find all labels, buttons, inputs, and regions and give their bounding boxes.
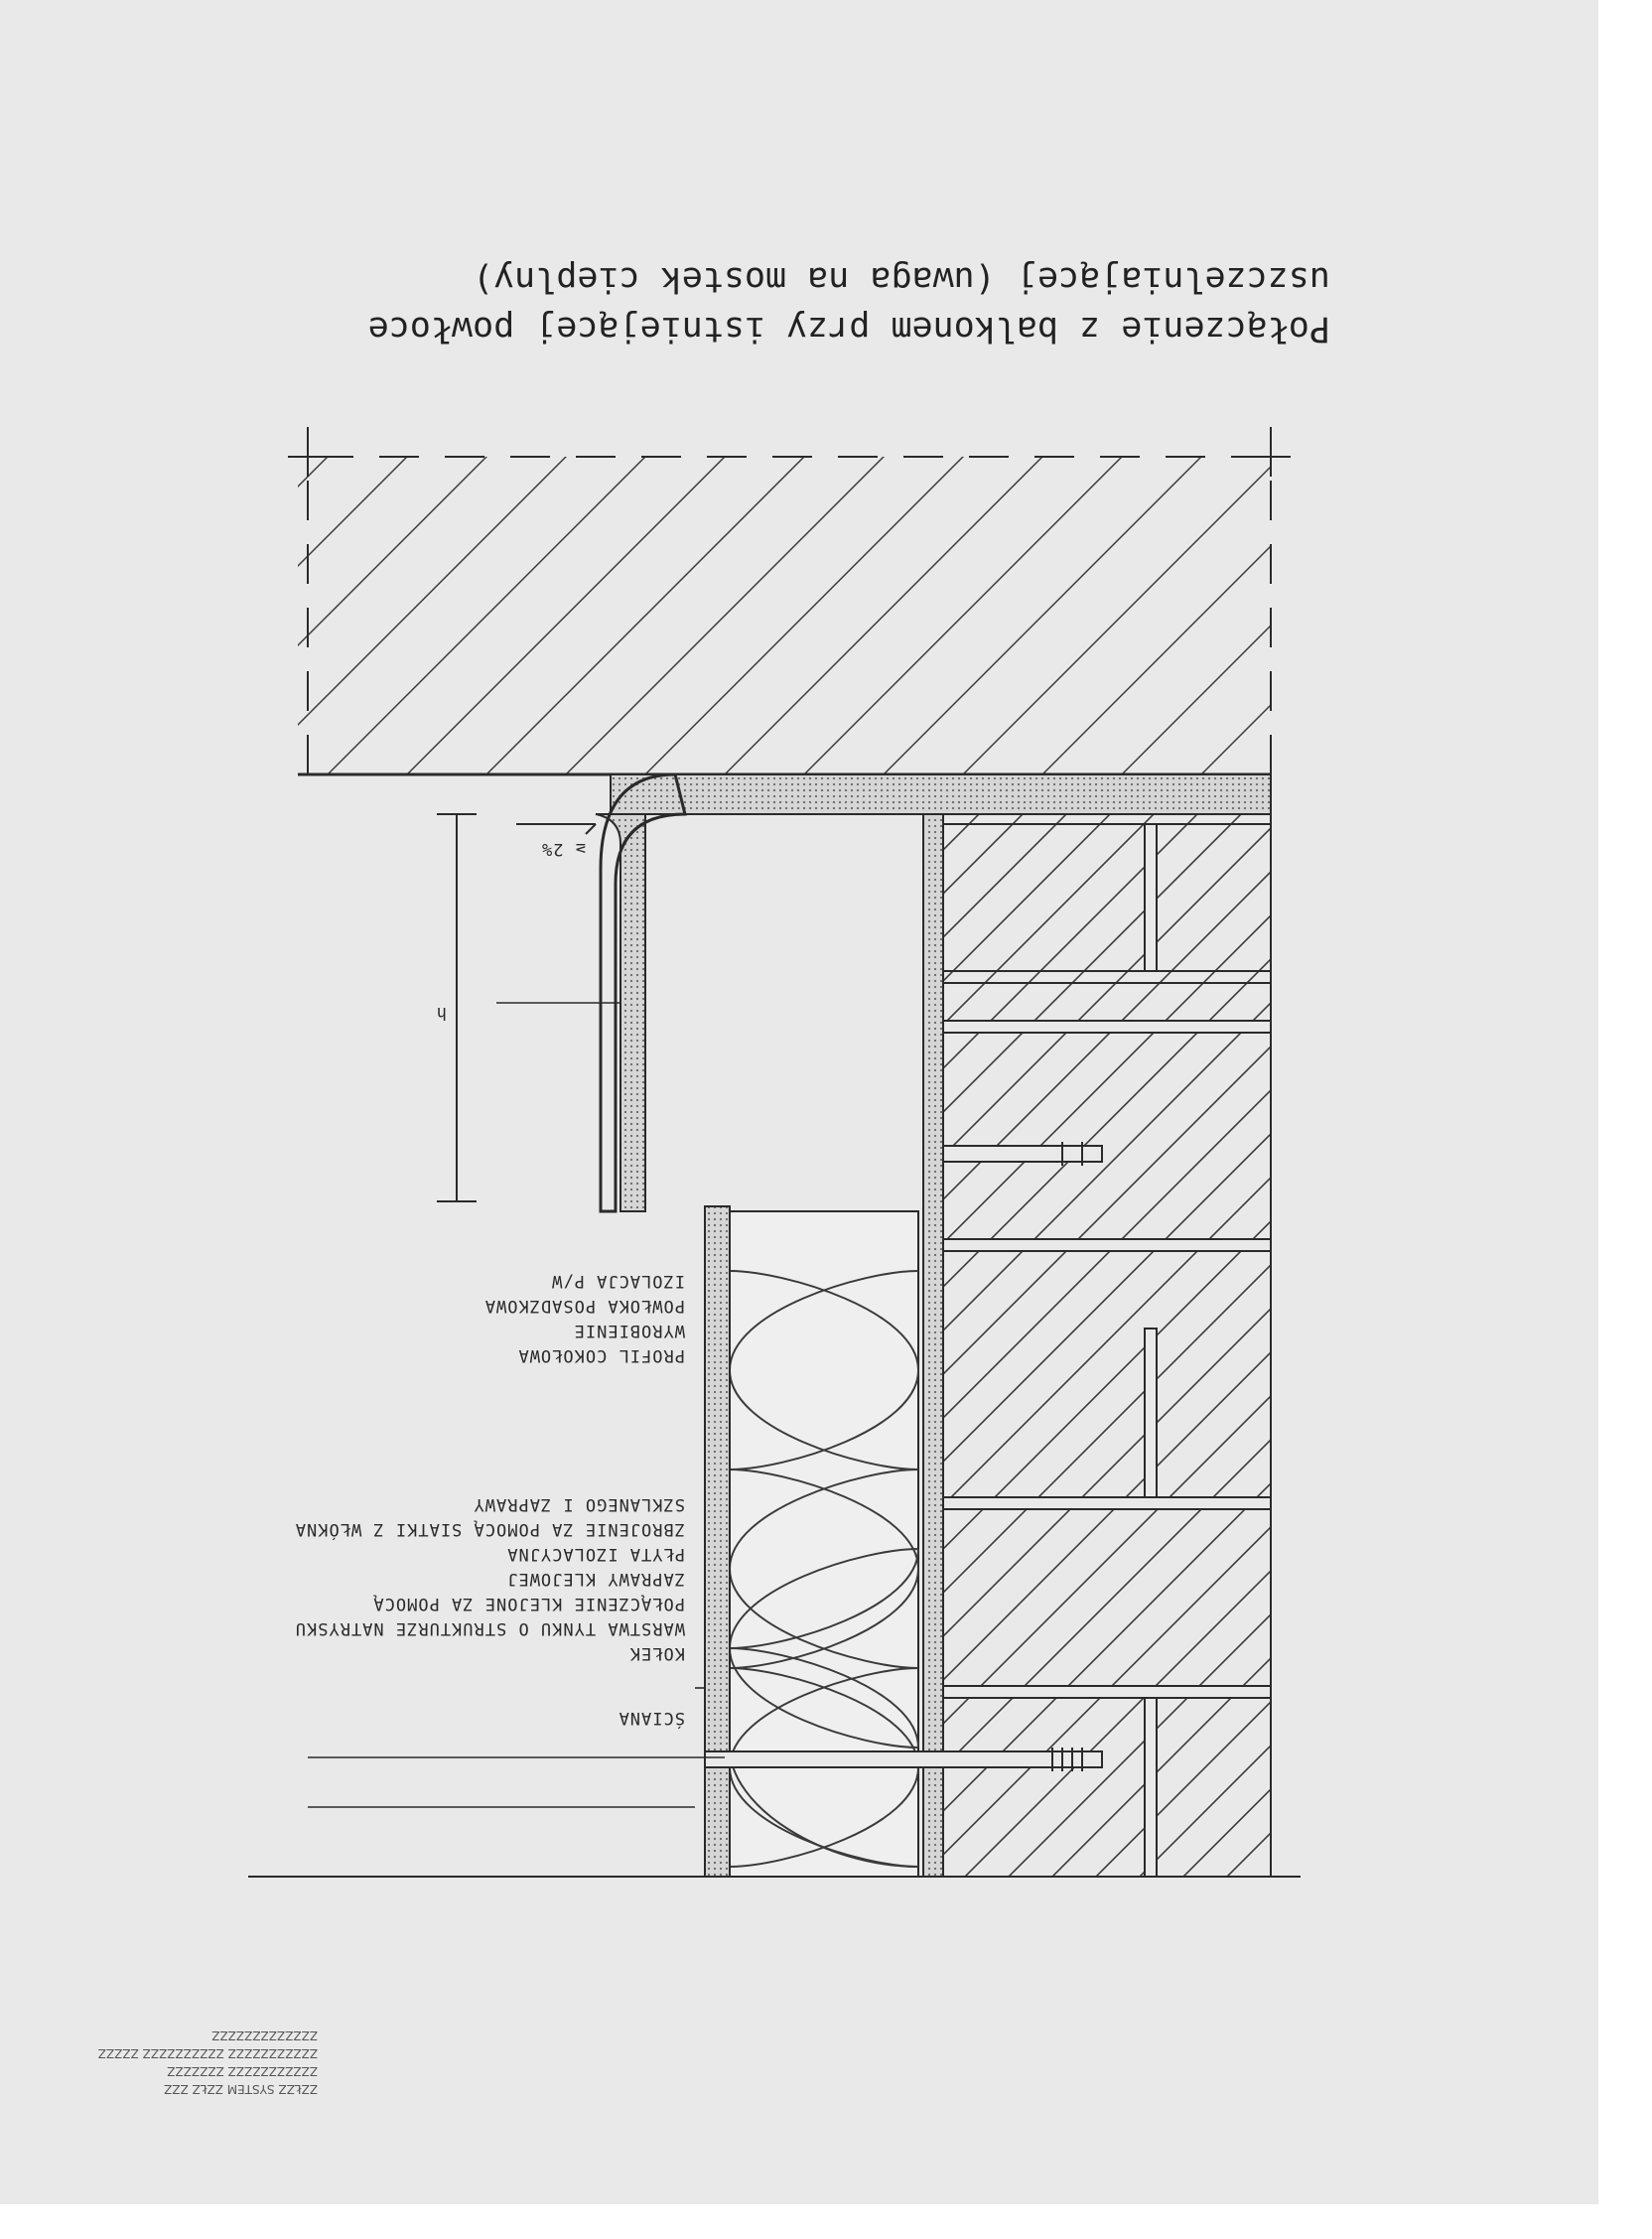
title-line-1: Połączenie z balkonem przy istniejącej powłoce (367, 309, 1330, 349)
label-kolek: KOŁEK (628, 1643, 685, 1663)
footer-line-4: ZZZZZZZZZZZZZ (211, 2029, 318, 2042)
label-powloka: POWŁOKA POSADZKOWA (483, 1296, 685, 1316)
footer-line-1: ZZŁZZ SYSTEM ZZŁZ ZZZ (164, 2082, 318, 2096)
footer-line-2: ZZZZZZZZZZZ ZZZZZZZ (167, 2064, 318, 2078)
height-dimension-label: h (435, 1003, 447, 1023)
footer-line-3: ZZZZZZZZZZZ ZZZZZZZZZZ ZZZZZ (97, 2046, 318, 2060)
balcony-slab (288, 427, 1291, 774)
title-line-2: uszczelniającej (uwaga na mostek cieplny) (473, 259, 1330, 299)
leader-lines (308, 1003, 725, 1807)
label-profil: PROFIL COKOŁOWA (517, 1345, 685, 1365)
label-izolacja: IZOLACJA P/W (551, 1271, 685, 1291)
label-klejone-1: POŁĄCZENIE KLEJONE ZA POMOCĄ (372, 1594, 685, 1613)
label-zbrojenie-2: SZKLANEGO I ZAPRAWY (473, 1494, 685, 1514)
label-klejone-2: ZAPRAWY KLEJOWEJ (506, 1569, 685, 1589)
slope-label: ≥ 2% (541, 839, 586, 859)
slope-marker (516, 824, 596, 834)
label-tynk: WARSTWA TYNKU O STRUKTURZE NATRYSKU (294, 1618, 685, 1638)
label-plyta: PŁYTA IZOLACYJNA (506, 1544, 685, 1564)
label-zbrojenie-1: ZBROJENIE ZA POMOCĄ SIATKI Z WŁÓKNA (294, 1519, 685, 1539)
footer-stamp (98, 2029, 318, 2096)
masonry-wall (943, 814, 1271, 1877)
label-sciana: ŚCIANA (618, 1708, 685, 1728)
drawing-title (368, 259, 1330, 349)
label-wyrobienie: WYROBIENIE (573, 1321, 685, 1340)
insulation-dowel (705, 1748, 1102, 1771)
plinth-profile-dowel (943, 1142, 1102, 1166)
callout-labels (295, 1271, 685, 1730)
